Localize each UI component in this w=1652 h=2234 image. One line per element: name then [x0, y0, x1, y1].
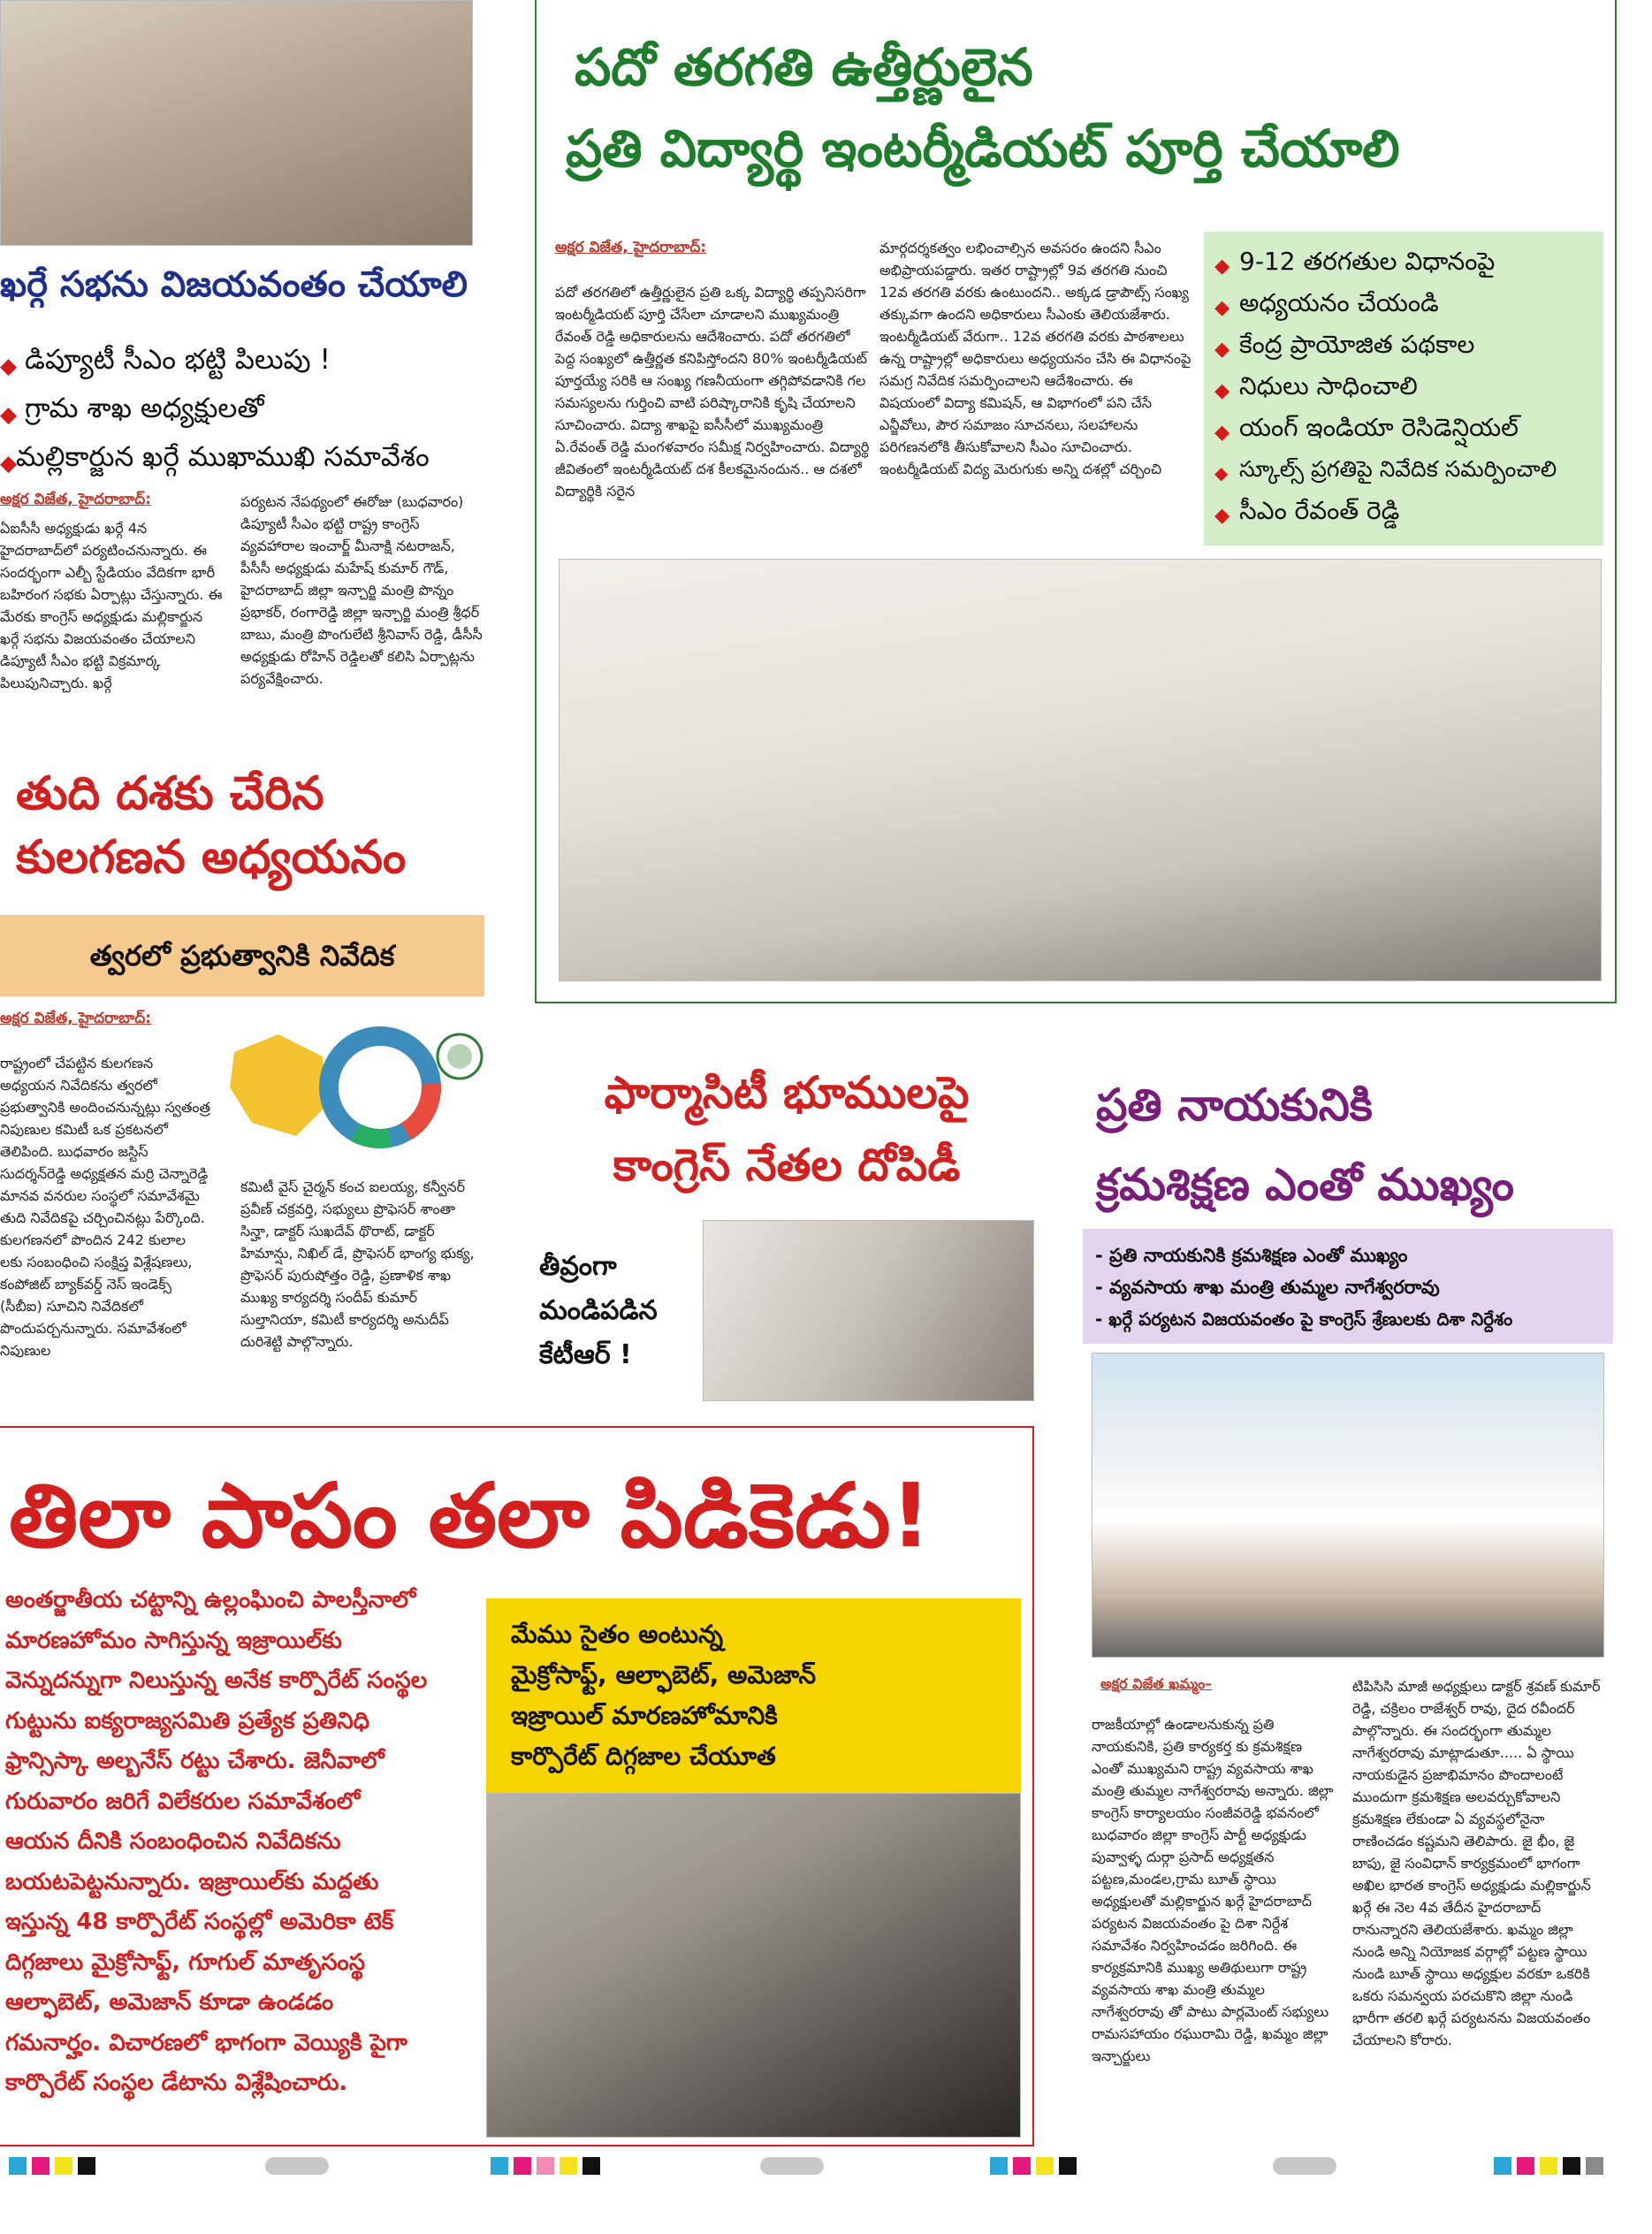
survey-subhead: త్వరలో ప్రభుత్వానికి నివేదిక [89, 939, 395, 972]
swatch-cyan [9, 2157, 27, 2175]
survey-headline-line2: కులగణన అధ్యయనం [16, 831, 407, 884]
pharma-subhead [539, 1245, 698, 1377]
swatch-magenta [1013, 2157, 1031, 2175]
israel-box-line: కార్పొరేట్ దిగ్గజాల చేయూత [511, 1742, 776, 1771]
discipline-headline-line1: ప్రతి నాయకునికి [1096, 1079, 1373, 1131]
israel-box-line: మేము సైతం అంటున్న [511, 1620, 723, 1649]
israel-body-line: ఫ్రాన్సిస్కా అల్బనేస్ రట్టు చేశారు. జెనీవాలో [5, 1748, 384, 1774]
pharma-subhead-line1: తీవ్రంగా [539, 1251, 617, 1282]
discipline-col1: రాజకీయాల్లో ఉండాలనుకున్న ప్రతి నాయకునికి, ప్రతి కార్యకర్త కు క్రమశిక్షణ ఎంతో ముఖ్యమని రాష్ట్ర వ్యవసాయ శాఖ మంత్రి తుమ్మల నాగేశ్వరరావు అన్నారు. జిల్లా కాంగ్రెస్ కార్యాలయం సంజీవరెడ్డి భవనంలో బుధవారం జిల్లా కాంగ్రెస్ పార్టీ అధ్యక్షుడు పువ్వాళ్ళ దుర్గా ప్రసాద్ అధ్యక్షతన పట్టణ,మండల,గ్రామ బూత్ స్థాయి అధ్యక్షులతో మల్లికార్జున ఖర్గే హైదరాబాద్ పర్యటన విజయవంతం పై దిశా నిర్దేశ సమావేశం నిర్వహించడం జరిగింది. ఈ కార్యక్రమానికి ముఖ్య అతిథులుగా రాష్ట్ర వ్యవసాయ శాఖ మంత్రి తుమ్మల నాగేశ్వరరావు తో పాటు పార్లమెంట్ సభ్యులు రామసహాయం రఘురామి రెడ్డి, ఖమ్మం జిల్లా ఇన్చార్జులు [1092, 1716, 1334, 2064]
swatch-black [582, 2157, 600, 2175]
telangana-map-graphic [225, 1017, 486, 1158]
cm-meeting-photo [559, 559, 1602, 981]
ktr-photo [703, 1220, 1034, 1401]
israel-body-line: వెన్నుదన్నుగా నిలుస్తున్న అనేక కార్పొరేట్ సంస్థల [5, 1667, 428, 1694]
swatch-black [78, 2157, 95, 2175]
israel-box-line: మైక్రోసాఫ్ట్, ఆల్ఫాబెట్, అమెజాన్ [511, 1660, 816, 1689]
israel-body-line: ఆల్ఫాబెట్, అమెజాన్ కూడా ఉండడం [5, 1989, 334, 2016]
register-pill [1273, 2157, 1336, 2175]
register-marks-group [9, 2157, 101, 2178]
discipline-headline [1096, 1065, 1626, 1224]
education-highlights-box [1204, 232, 1603, 545]
israel-body-line: గురువారం జరిగే విలేకరుల సమావేశంలో [5, 1788, 361, 1815]
israel-box-line: ఇజ్రాయిల్ మారణహోమానికి [511, 1701, 778, 1730]
israel-body-line: ఆయన దీనికి సంబంధించిన నివేదికను [5, 1828, 341, 1855]
register-marks-group [1494, 2157, 1609, 2178]
kharge-meeting-photo [0, 0, 473, 246]
highlight-item: ◆ కేంద్ర ప్రాయోజిత పథకాల [1214, 324, 1593, 365]
kharge-bullet: ◆ డిప్యూటీ సీఎం భట్టి పిలుపు ! [0, 336, 495, 385]
israel-body-line: అంతర్జాతీయ చట్టాన్ని ఉల్లంఘించి పాలస్తీనాలో [5, 1587, 416, 1613]
swatch-pink [537, 2157, 554, 2175]
kharge-byline: అక్షర విజేత, హైదరాబాద్: [0, 491, 152, 508]
kharge-bullet: ◆ గ్రామ శాఖ అధ్యక్షులతో [0, 385, 495, 433]
education-headline-line2: ప్రతి విద్యార్థి ఇంటర్మీడియట్ పూర్తి చేయాలి [566, 118, 1400, 179]
israel-body-line: మారణహోమం సాగిస్తున్న ఇజ్రాయిల్‌కు [5, 1627, 342, 1654]
survey-col1: రాష్ట్రంలో చేపట్టిన కులగణన అధ్యయన నివేదికను త్వరలో ప్రభుత్వానికి అందించనున్నట్లు స్వతంత్ర నిపుణుల కమిటీ ఒక ప్రకటనలో తెలిపింది. బుధవారం జస్టిస్ సుదర్శన్‌రెడ్డి అధ్యక్షతన మర్రి చెన్నారెడ్డి మానవ వనరుల సంస్థలో సమావేశమై తుది నివేదికపై చర్చించినట్లు పేర్కొంది. కులగణనలో పొందిన 242 కులాల లకు సంబంధించి సంక్షిప్త విశ్లేషణలు, కంపోజిట్ బ్యాక్‌వర్డ్ నెస్ ఇండెక్స్ (సీబీఐ) సూచిని నివేదికలో పొందుపర్చనున్నారు. సమావేశంలో నిపుణుల [0, 1055, 210, 1359]
discipline-headline-line2: క్రమశిక్షణ ఎంతో ముఖ్యం [1096, 1159, 1514, 1210]
israel-yellow-box [486, 1598, 1021, 1793]
swatch-cyan [1494, 2157, 1511, 2175]
register-marks-group [990, 2157, 1082, 2178]
education-highlights [1214, 240, 1593, 531]
kharge-col2: పర్యటన నేపథ్యంలో ఈరోజు (బుధవారం) డిప్యూటీ సీఎం భట్టి రాష్ట్ర కాంగ్రెస్ వ్యవహారాల ఇంచార్జ్ మీనాక్షి నటరాజన్, పీసీసీ అధ్యక్షుడు మహేష్ కుమార్ గౌడ్, హైదరాబాద్ జిల్లా ఇన్చార్జి మంత్రి పొన్నం ప్రభాకర్, రంగారెడ్డి జిల్లా ఇన్చార్జి మంత్రి శ్రీధర్ బాబు, మంత్రి పొంగులేటి శ్రీనివాస్ రెడ్డి, డీసీసీ అధ్యక్షుడు రోహిన్ రెడ్డిలతో కలిసి ఏర్పాట్లను పర్యవేక్షించారు. [240, 493, 483, 687]
pharma-headline-line1: ఫార్మాసిటీ భూములపై [604, 1067, 970, 1118]
discipline-col2: టిపిసిసి మాజీ అధ్యక్షులు డాక్టర్ శ్రవణ్ కుమార్ రెడ్డి, చక్రిలం రాజేశ్వర్ రావు, దైద రవీందర్ పాల్గొన్నారు. ఈ సందర్భంగా తుమ్మల నాగేశ్వరరావు మాట్లాడుతూ..... ఏ స్థాయి నాయకుడైన ప్రజాభిమానం పొందాలంటే ముందుగా క్రమశిక్షణ అలవర్చుకోవాలని క్రమశిక్షణ లేకుండా ఏ వ్యవస్థలోనైనా రాణించడం కష్టమని తెలిపారు. జై భీం, జై బాపు, జై సంవిధాన్ కార్యక్రమంలో భాగంగా అఖిల భారత కాంగ్రెస్ అధ్యక్షుడు మల్లికార్జున్ ఖర్గే ఈ నెల 4వ తేదీన హైదరాబాద్ రానున్నారని తెలియజేశారు. ఖమ్మం జిల్లా నుండి అన్ని నియోజక వర్గాల్లో పట్టణ స్థాయి నుండి బూత్ స్థాయి అధ్యక్షుల వరకూ ఒకరికి ఒకరు సమన్వయ పరచుకొని జిల్లా నుండి భారీగా తరలి ఖర్గే పర్యటనను విజయవంతం చేయాలని కోరారు. [1352, 1678, 1601, 2048]
education-byline: అక్షర విజేత, హైదరాబాద్: [555, 239, 707, 256]
discipline-point: - ప్రతి నాయకునికి క్రమశిక్షణ ఎంతో ముఖ్యం [1095, 1239, 1601, 1271]
israel-body-line: గమనార్హం. విచారణలో భాగంగా వెయ్యికి పైగా [5, 2029, 407, 2056]
register-pill [760, 2157, 824, 2175]
discipline-points [1095, 1239, 1601, 1335]
kharge-bullet-continued: ◆ మల్లికార్జున ఖర్గే ముఖాముఖి సమావేశం [0, 433, 495, 482]
swatch-gray [1586, 2157, 1603, 2175]
pharma-headline [539, 1056, 1034, 1201]
highlight-item-continued: ◆ నిధులు సాధించాలి [1214, 365, 1593, 407]
swatch-black [1059, 2157, 1077, 2175]
khammam-meeting-photo [1092, 1353, 1604, 1658]
education-headline [566, 27, 1609, 189]
discipline-byline: అక్షర విజేత ఖమ్మం– [1100, 1675, 1213, 1692]
israel-body-line: గుట్టును ఐక్యరాజ్యసమితి ప్రత్యేక ప్రతినిధి [5, 1707, 369, 1735]
discipline-point: - వ్యవసాయ శాఖ మంత్రి తుమ్మల నాగేశ్వరరావు [1095, 1271, 1601, 1303]
swatch-yellow [55, 2157, 72, 2175]
highlight-item: ◆ 9-12 తరగతుల విధానంపై [1214, 240, 1593, 282]
pharma-headline-line2: కాంగ్రెస్ నేతల దోపిడీ [613, 1140, 961, 1191]
highlight-item: ◆ యంగ్ ఇండియా రెసిడెన్షియల్ [1214, 407, 1593, 448]
survey-subhead-box [0, 915, 484, 996]
swatch-yellow [1036, 2157, 1054, 2175]
israel-body-line: కార్పొరేట్ సంస్థల డేటాను విశ్లేషించారు. [5, 2070, 348, 2096]
israel-body [5, 1581, 474, 2104]
swatch-magenta [32, 2157, 49, 2175]
discipline-point: - ఖర్గే పర్యటన విజయవంతం పై కాంగ్రెస్ శ్రేణులకు దిశా నిర్దేశం [1095, 1303, 1601, 1335]
education-col1: పదో తరగతిలో ఉత్తీర్ణులైన ప్రతి ఒక్క విద్యార్థి తప్పనిసరిగా ఇంటర్మీడియట్ పూర్తి చేసేలా చూడాలని ముఖ్యమంత్రి రేవంత్ రెడ్డి అధికారులను ఆదేశించారు. పదో తరగతిలో పెద్ద సంఖ్యలో ఉత్తీర్ణత కనిపిస్తోందని 80% ఇంటర్మీడియట్ పూర్తయ్యే సరికి ఆ సంఖ్య గణనీయంగా తగ్గిపోవడానికి గల సమస్యలను గుర్తించి వాటి పరిష్కారానికి కృషి చేయాలని సూచించారు. విద్యా శాఖపై ఐసీసీలో ముఖ్యమంత్రి ఏ.రేవంత్ రెడ్డి మంగళవారం సమీక్ష నిర్వహించారు. విద్యార్థి జీవితంలో ఇంటర్మీడియట్ దశ కీలకమైనందున.. ఆ దశలో విద్యార్థికి సరైన [555, 284, 870, 499]
survey-col2: కమిటీ వైస్ చైర్మన్ కంచ ఐలయ్య, కన్వీనర్ ప్రవీణ్ చక్రవర్తి, సభ్యులు ప్రొఫెసర్ శాంతా సిన్హా, డాక్టర్ సుఖదేవ్ థొరాట్, డాక్టర్ హిమాన్షు, నిఖిల్ డే, ప్రొఫెసర్ భాంగ్య భుక్య, ప్రొఫెసర్ పురుషోత్తం రెడ్డి, ప్రణాళిక శాఖ ముఖ్య కార్యదర్శి సందీప్ కుమార్ సుల్తానియా, కమిటీ కార్యదర్శి అనుదీప్ దురిశెట్టి పాల్గొన్నారు. [240, 1178, 475, 1350]
swatch-magenta [1517, 2157, 1534, 2175]
swatch-cyan [491, 2157, 508, 2175]
survey-headline-line1: తుది దశకు చేరిన [16, 767, 324, 820]
gaza-woman-photo [486, 1793, 1021, 2138]
israel-body-line: దిగ్గజాలు మైక్రోసాఫ్ట్, గూగుల్ మాతృసంస్థ [5, 1948, 365, 1976]
swatch-yellow [560, 2157, 577, 2175]
swatch-magenta [514, 2157, 531, 2175]
discipline-points-box [1083, 1229, 1613, 1344]
highlight-item: ◆ స్కూల్స్ ప్రగతిపై నివేదిక సమర్పించాలి [1214, 448, 1593, 490]
kharge-bullets [0, 336, 495, 482]
kharge-headline: ఖర్గే సభను విజయవంతం చేయాలి [0, 264, 468, 305]
survey-byline: అక్షర విజేత, హైదరాబాద్: [0, 1010, 152, 1027]
israel-body-line: బయటపెట్టనున్నారు. ఇజ్రాయిల్‌కు మద్దతు [5, 1868, 379, 1895]
pharma-subhead-line2: మండిపడిన [539, 1295, 658, 1326]
register-pill [265, 2157, 329, 2175]
swatch-yellow [1540, 2157, 1557, 2175]
israel-headline: తిలా పాపం తలా పిడికెడు! [9, 1464, 932, 1567]
kharge-col1: ఏఐసీసీ అధ్యక్షుడు ఖర్గే 4న హైదరాబాద్‌లో పర్యటించనున్నారు. ఈ సందర్భంగా ఎల్బీ స్టేడియం వేదికగా భారీ బహిరంగ సభకు ఏర్పాట్లు చేస్తున్నారు. ఈ మేరకు కాంగ్రెస్ అధ్యక్షుడు మల్లికార్జున ఖర్గే సభను విజయవంతం చేయాలని డిప్యూటీ సీఎం భట్టి విక్రమార్క పిలుపునిచ్చారు. ఖర్గే [0, 520, 223, 691]
education-headline-line1: పదో తరగతి ఉత్తీర్ణులైన [575, 37, 1033, 97]
survey-headline [16, 762, 476, 889]
register-marks-strip [0, 2157, 1652, 2184]
highlight-item-continued: ◆ అధ్యయనం చేయండి [1214, 282, 1593, 324]
education-col2: మార్గదర్శకత్వం లభించాల్సిన అవసరం ఉందని సీఎం అభిప్రాయపడ్డారు. ఇతర రాష్ట్రాల్లో 9వ తరగతి నుంచి 12వ తరగతి వరకు ఉంటుందని.. అక్కడ డ్రాపౌట్స్ సంఖ్య తక్కువగా ఉందని అధికారులు సీఎంకు తెలియజేశారు. ఇంటర్మీడియట్ వేరుగా.. 12వ తరగతి వరకు పాఠశాలలు ఉన్న రాష్ట్రాల్లో అధికారులు అధ్యయనం చేసి ఈ విధానంపై సమగ్ర నివేదిక సమర్పించాలని ఆదేశించారు. ఈ విషయంలో విద్యా కమిషన్, ఆ విభాగంలో పని చేసే ఎన్జీవోలు, పౌర సమాజం సూచనలు, సలహాలను పరిగణనలోకి తీసుకోవాలని సీఎం సూచించారు. ఇంటర్మీడియట్ విద్య మెరుగుకు అన్ని దశల్లో చర్చించి [879, 240, 1191, 477]
israel-body-line: ఇస్తున్న 48 కార్పొరేట్ సంస్థల్లో అమెరికా టెక్ [5, 1909, 394, 1935]
highlight-item: ◆ సీఎం రేవంత్ రెడ్డి [1214, 490, 1593, 531]
register-marks-group [491, 2157, 605, 2178]
swatch-black [1563, 2157, 1580, 2175]
survey-graphic-icon [225, 1017, 486, 1158]
pharma-subhead-line3: కేటీఆర్ ! [539, 1339, 632, 1370]
swatch-cyan [990, 2157, 1008, 2175]
